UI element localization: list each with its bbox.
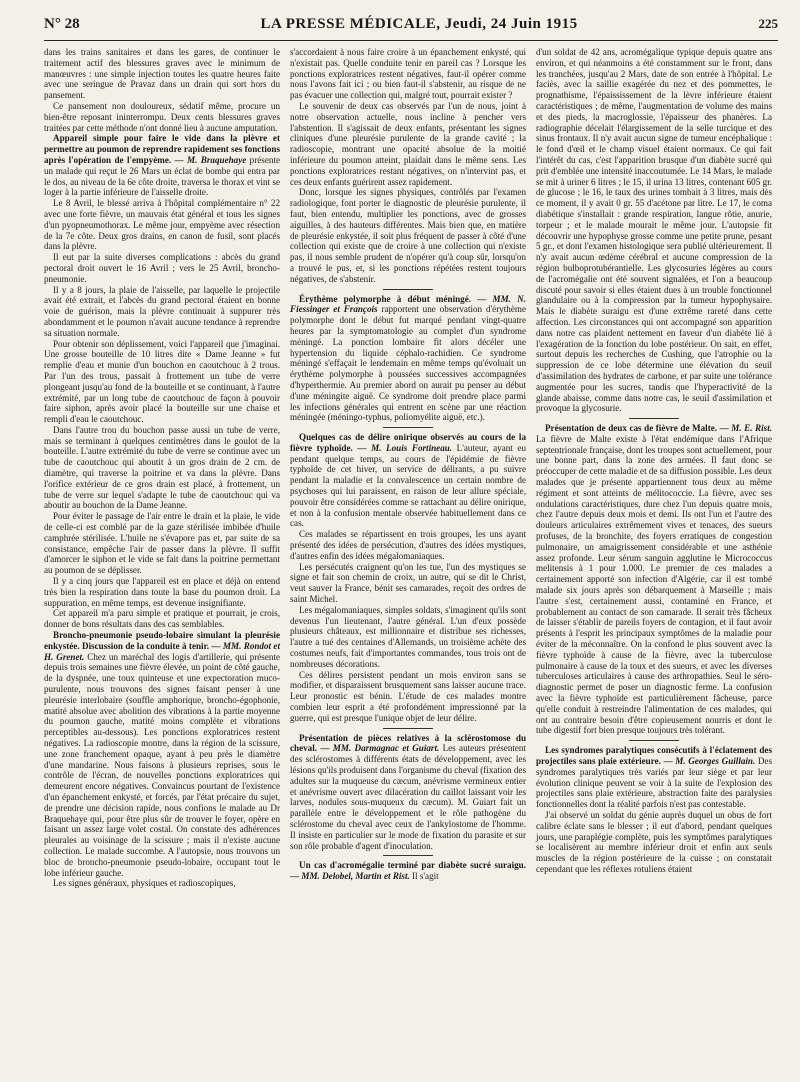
page-number: 225 (758, 16, 778, 31)
section-title: Quelques cas de délire onirique observés au cours de la fièvre typhoïde. — (290, 432, 526, 453)
issue-number: N° 28 (44, 16, 80, 32)
body-paragraph: Il eut par la suite diverses complications : abcès du grand pectoral droit ouvert le 16 Avril ; vers le 25 Avril, broncho-pneumonie. (44, 252, 280, 284)
body-paragraph: Pour éviter le passage de l'air entre le drain et la plaie, le vide de celle-ci est comblé par de la gaze stérilisée imbibée d'huile camphrée stérilisée. L'huile ne s'évapore pas et, par suite de sa consistance, empêche l'air de passer dans la plèvre. Il suffit d'amorcer le siphon et le vide se fait dans la poitrine permettant au poumon de se déplisser. (44, 511, 280, 576)
body-paragraph: Pour obtenir son déplissement, voici l'appareil que j'imaginai. Une grosse bouteille de 10 litres dite « Dame Jeanne » fut remplie d'eau et munie d'un bouchon en caoutchouc à 2 trous. Par l'un des trous, passait à frottement un tube de verre plongeant jusqu'au fond de la bouteille et se continuant, à l'autre extrémité, par un long tube de caoutchouc de façon à pouvoir faire siphon, après avoir placé la bouteille sur une chaise et rempli d'eau le caoutchouc. (44, 338, 280, 425)
section-authors: MM. Rondot et H. Grenet. (44, 640, 280, 662)
body-paragraph: s'accordaient à nous faire croire à un épanchement enkysté, qui n'existait pas. Quelle conduite tenir en pareil cas ? Lorsque les ponctions exploratrices restent négatives, faut-il opérer comme nous l'avons fait ici ; ou bien faut-il s'abstenir, au risque de ne pas évacuer une collection qui, malgré tout, pourrait exister ? (290, 47, 526, 101)
section-divider (383, 855, 433, 856)
masthead-title: LA PRESSE MÉDICALE, (260, 16, 441, 32)
section-body: présente un malade qui reçut le 26 Mars un éclat de bombe qui entra par le dos, au niveau de la 6e côte droite, traversa le thorax et vint se loger à la partie inférieure de l'aisselle droite. (44, 154, 280, 198)
section-authors: M. Braquehaye (187, 154, 247, 165)
section-divider (629, 740, 679, 741)
section-heading-paragraph (290, 860, 526, 882)
section-authors: M. Georges Guillain. (675, 756, 756, 766)
section-divider (629, 418, 679, 419)
body-paragraph: Les mégalomaniaques, simples soldats, s'imaginent qu'ils sont devenus l'un lieutenant, l'autre général. L'un d'eux possède plusieurs châteaux, est millionnaire et distribue ses richesses, l'autre a tué des centaines d'Allemands, un troisième achète des costumes neufs, fait d'importantes commandes, tous trois ont de nombreuses décorations. (290, 604, 526, 669)
body-paragraph: Ces malades se répartissent en trois groupes, les uns ayant présenté des idées de persécution, d'autres des idées mystiques, d'autres enfin des idées mégalomaniaques. (290, 529, 526, 561)
section-authors: MM. N. Fiessinger et François (290, 293, 526, 315)
section-title: Broncho-pneumonie pseudo-lobaire simulant la pleurésie enkystée. Discussion de la conduite à tenir. — (44, 630, 280, 651)
section-body: rapportent une observation d'érythème polymorphe dont le début fut marqué pendant vingt-quatre heures par la symptomatologie au complet d'un syndrome méningé. La ponction lombaire fit alors décéler une hypertension du liquide céphalo-rachidien. Ce syndrome méningé s'effaçait le lendemain en même temps qu'évoluait un érythème polymorphe à poussées successives accompagnées d'hyperthermie. Au premier abord on aurait pu penser au début d'une méningite aiguë. Ce syndrome doit prendre place parmi les infections générales qui entrent en scène par une réaction méningée (méningo-typhus, poliomyélite aiguë, etc.). (290, 304, 526, 423)
section-title: Présentation de pièces relatives à la sclérostomose du cheval. — (290, 732, 526, 754)
section-authors: MM. Delobel, Martin et Rist. (301, 871, 410, 882)
section-heading-paragraph (536, 423, 772, 736)
body-paragraph: Le 8 Avril, le blessé arriva à l'hôpital complémentaire n° 22 avec une forte fièvre, un mauvais état général et tous les signes d'un pyopneumothorax. Le même jour, empyème avec résection de la 7e côte. Deux gros drains, en canon de fusil, sont placés dans la plèvre. (44, 198, 280, 252)
section-title: Présentation de deux cas de fièvre de Malte. — (545, 423, 732, 434)
body-paragraph: Les persécutés craignent qu'on les tue, l'un des mystiques se signe et fait son chemin de croix, un autre, qui se dit le Christ, veut sauver la France, bénit ses camarades, reçoit des ordres de saint Michel. (290, 561, 526, 605)
body-paragraph: Les signes généraux, physiques et radioscopiques, (53, 878, 236, 889)
page-header (44, 16, 778, 41)
section-heading-paragraph (290, 432, 526, 529)
body-paragraph: Il y a cinq jours que l'appareil est en place et déjà on entend très bien la respiration dans toute la base du poumon droit. La suppuration, en même temps, est devenue insignifiante. (44, 576, 280, 608)
section-body: Les auteurs présentent des sclérostomes à différents états de développement, avec les lésions qu'ils produisent dans l'organisme du cheval (fixation des adultes sur la muqueuse du cæcum, anévrisme vermineux entier et anévrisme ouvert avec dilacération du caillot laissant voir les larves, nodules sous-muqueux du cæcum). M. Guiart fait un parallèle entre le développement et le rôle pathogène du sclérostome du cheval avec ceux de l'ankylostome de l'homme. Il insiste en particulier sur le mode de fixation du parasite et sur son rôle probable d'agent d'inoculation. (290, 743, 526, 851)
columns (44, 47, 778, 889)
section-body: L'auteur, ayant eu pendant quelque temps, au cours de l'épidémie de fièvre typhoïde de cet hiver, un service de délirants, a pu suivre pendant la maladie et la convalescence un certain nombre de psychoses qui lui paraissent, en raison de leur allure spéciale, pouvoir être considérées comme se rattachant au délire onirique, et non à la confusion mentale observée habituellement dans ce cas. (290, 442, 526, 529)
section-title: Appareil simple pour faire le vide dans la plèvre et permettre au poumon de reprendre rapidement ses fonctions après l'opération de l'empyème. — (44, 133, 280, 165)
body-paragraph: dans les trains sanitaires et dans les gares, de continuer le traitement actif des blessures graves avec le minimum de manœuvres : une simple injection toutes les quatre heures faite avec une seringue de Pravaz dans un drain qui sort hors du pansement. (44, 47, 280, 101)
section-heading-paragraph (44, 133, 280, 198)
section-heading-paragraph (44, 630, 280, 878)
body-paragraph: Ces délires persistent pendant un mois environ sans se modifier, et disparaissent brusquement sans laisser aucune trace. Leur pronostic est bénin. L'étude de ces malades montre combien leur esprit a été profondément impressionné par la guerre, qui est presque l'unique objet de leur délire. (290, 669, 526, 723)
body-paragraph: Le souvenir de deux cas observés par l'un de nous, joint à notre observation actuelle, nous incline à pencher vers l'abstention. Il s'agissait de deux enfants, présentant les signes cliniques d'une pleurésie purulente de la grande cavité ; la radioscopie, montrant une opacité absolue de la moitié inférieure du poumon atteint, plaidait dans le même sens. Les ponctions exploratrices restant négatives, on n'intervint pas, et ces deux enfants guérirent assez rapidement. (290, 100, 526, 187)
section-title: Érythème polymorphe à début méningé. — (299, 293, 493, 304)
body-paragraph: J'ai observé un soldat du génie auprès duquel un obus de fort calibre éclate sans le blesser ; il eut d'abord, pendant quelques jours, une paraplégie complète, puis les symptômes paralytiques se localisèrent au membre inférieur droit et enfin aux seuls muscles de la région postérieure de la cuisse ; on constatait cependant que les réflexes rotuliens étaient (536, 809, 772, 874)
section-body: Chez un maréchal des logis d'artillerie, qui présente depuis trois semaines une fièvre élevée, un point de côté gauche, de la dyspnée, une toux quinteuse et une expectoration muco-purulente, nous trouvons des signes faisant penser à une pleurésie interlobaire (souffle amphorique, broncho-égophonie, matité absolue avec abolition des vibrations à la partie moyenne du poumon gauche, matité moins complète et vibrations perceptibles au-dessous). Les ponctions exploratrices restent négatives. La radioscopie montre, dans la région de la scissure, une zone franchement opaque, ayant à peu près le diamètre d'une mandarine. Nous faisons à plusieurs reprises, sous le contrôle de l'écran, de nouvelles ponctions exploratrices qui demeurent encore négatives. Convaincus pourtant de l'existence d'un épanchement enkysté, et forcés, par l'état précaire du sujet, de prendre une décision rapide, nous confions le malade au Dr Braquehaye qui, pour être plus sûr de trouver le foyer, opère en faisant un assez large volet costal. On constate des adhérences pleurales au voisinage de la scissure ; mais il n'existe aucune collection. Le malade succombe. A l'autopsie, nous trouvons un bloc de broncho-pneumonie pseudo-lobaire, occupant tout le lobe inférieur gauche. (44, 651, 280, 878)
body-paragraph: Dans l'autre trou du bouchon passe aussi un tube de verre, mais se terminant à quelques centimètres dans le goulot de la bouteille. L'autre extrémité du tube de verre se continue avec un tube de caoutchouc qui aboutit à un gros drain de 2 cm. de diamètre, qui traverse la poitrine et va dans la plèvre. Dans l'orifice extérieur de ce gros drain est placé, à frottement, un tube de verre sur lequel s'adapte le tube de caoutchouc qui va aboutir au bouchon de la Dame Jeanne. (44, 424, 280, 511)
body-paragraph: Donc, lorsque les signes physiques, contrôlés par l'examen radiologique, font porter le diagnostic de pleurésie purulente, il faut, bien entendu, multiplier les ponctions, avec de grosses aiguilles, à des hauteurs différentes. Mais bien que, en matière de pleurésie enkystée, il soit plus fréquent de passer à côté d'une collection qui existe que de croire à une collection qui n'existe pas, il nous semble prudent de n'opérer qu'à coup sûr, lorsqu'on a trouvé le pus, et, si les ponctions répétées restent toujours négatives, de s'abstenir. (290, 187, 526, 284)
masthead (261, 16, 578, 33)
column-3 (536, 47, 772, 889)
section-divider (383, 289, 433, 290)
section-title: Les syndromes paralytiques consécutifs à l'éclatement des projectiles sans plaie extérieure. — (536, 745, 772, 766)
section-body: Des syndromes paralytiques très variés par leur siège et par leur évolution clinique peuvent se voir à la suite de l'explosion des projectiles sans plaie extérieure, abstraction faite des paralysies fonctionnelles dont la réalité parfois n'est pas contestable. (536, 756, 773, 810)
body-paragraph: Il y a 8 jours, la plaie de l'aisselle, par laquelle le projectile avait été extrait, et l'abcès du grand pectoral étaient en bonne voie de guérison, mais la plèvre continuait à suppurer très abondamment et le poumon n'avait aucune tendance à reprendre sa situation normale. (44, 284, 280, 338)
section-body: La fièvre de Malte existe à l'état endémique dans l'Afrique septentrionale française, dont les troupes sont actuellement, pour une bonne part, dans la zone des armées. Il faut donc se préoccuper de cette maladie et de sa diffusion possible. Les deux malades que je présente appartiennent tous deux au même régiment et sont atteints de mélitococcie. La fièvre, avec ses ondulations caractéristiques, dure chez l'un depuis quatre mois, chez l'autre depuis deux mois et demi. Ils ont l'un et l'autre des douleurs articulaires extrêmement vives et tenaces, des sueurs profuses, de la bronchite, des foyers erratiques de congestion pulmonaire, un amaigrissement considérable et une asthénie assez profonde. Leur sérum sanguin agglutine le Micrococcus melitensis à 1 pour 1.000. Le premier de ces malades a certainement apporté son infection d'Algérie, car il est tombé malade six jours après son débarquement à Marseille ; mais l'autre s'est, certainement aussi, contaminé en France, et probablement au contact de son camarade. Il serait très fâcheux de laisser s'établir de pareils foyers de contagion, et il faut avoir présents à l'esprit les principaux symptômes de la maladie pour éviter de la méconnaître. On la confond le plus souvent avec la fièvre typhoïde à cause de la fièvre, avec la tuberculose pulmonaire à cause de la toux et des sueurs, et avec les diverses tuberculoses articulaires à cause des arthropathies. Seul le séro-diagnostic permet de poser un diagnostic ferme. La confusion avec la fièvre typhoïde est particulièrement fâcheuse, parce qu'elle conduit à restreindre l'alimentation de ces malades, qui ont au contraire besoin d'être copieusement nourris et dont le tube digestif fort bien presque toujours très tolérant. (536, 433, 772, 736)
section-authors: M. E. Rist. (731, 423, 772, 434)
section-title: Un cas d'acromégalie terminé par diabète sucré suraigu. — (290, 860, 526, 882)
section-heading-paragraph (290, 733, 526, 852)
section-heading-paragraph (536, 745, 772, 810)
body-paragraph: d'un soldat de 42 ans, acromégalique typique depuis quatre ans environ, et qui néanmoins a été constamment sur le front, dans les tranchées, jusqu'au 2 Mars, date de son entrée à l'hôpital. Le faciès, avec la saillie exagérée du nez et des pommettes, le prognathisme, l'épaississement de la lèvre inférieure étaient caractéristiques ; de même, l'augmentation de volume des mains et des pieds, la macroglossie, l'épaisseur des phanères. La radiographie décelait l'élargissement de la selle turcique et des sinus frontaux. Il n'y avait aucun signe de tumeur encéphalique : le fond d'œil et le champ visuel étaient normaux. Ce qui fait l'intérêt du cas, c'est l'apparition brusque d'un diabète sucré qui prit d'emblée une intensité inaccoutumée. Le 14 Mars, le malade se mit à uriner 6 litres ; le 15, il urina 13 litres, contenant 605 gr. de glucose ; le 16, le taux des urines tombait à 3 litres, mais dès ce moment, il y avait 0 gr. 55 d'acétone par litre. Le 17, le coma diabétique s'installait : grande respiration, langue rôtie, anurie, torpeur ; et le malade mourait le même jour. L'autopsie fit découvrir une hypophyse grosse comme une petite prune, pesant 5 gr., et dont l'examen histologique sera publié ultérieurement. Il n'y avait aucun œdème cérébral et aucune compression de la région bulboprotubérantielle. Les glycosuries légères au cours de l'acromégalie ont été souvent signalées, et l'on a beaucoup discuté pour savoir si elles étaient dues à un trouble fonctionnel glandulaire ou à la compression par la tumeur hypophysaire. Mais le diabète suraigu est d'une extrême rareté dans cette affection. Les circonstances qui ont accompagné son apparition dans notre cas plaident nettement en faveur d'un diabète lié à l'exagération de la fonction du lobe postérieur. On sait, en effet, surtout depuis les recherches de Cushing, que l'atrophie ou la suppression de ce lobe détermine une élévation du seuil d'assimilation des hydrates de carbone, et par suite une tolérance augmentée pour les sucres, tandis que l'hyperactivité de la glande abaisse, comme dans notre cas, le seuil d'assimilation et provoque la glycosurie. (536, 47, 772, 414)
section-body: Il s'agit (409, 871, 439, 882)
body-paragraph: Ce pansement non douloureux, sédatif même, procure un bien-être reposant ininterrompu. Deux cents blessures graves traitées par cette méthode n'ont donné lieu à aucune amputation. (44, 100, 280, 133)
masthead-date: Jeudi, 24 Juin 1915 (444, 16, 578, 32)
section-authors: M. Louis Fortineau. (371, 442, 453, 453)
section-authors: MM. Darmagnac et Guiart. (332, 743, 440, 754)
section-divider (383, 728, 433, 729)
column-2 (290, 47, 526, 889)
body-paragraph: Cet appareil m'a paru simple et pratique et pourrait, je crois, donner de bons résultats dans des cas semblables. (44, 608, 280, 630)
section-divider (383, 427, 433, 428)
section-heading-paragraph (290, 294, 526, 424)
column-1 (44, 47, 280, 889)
